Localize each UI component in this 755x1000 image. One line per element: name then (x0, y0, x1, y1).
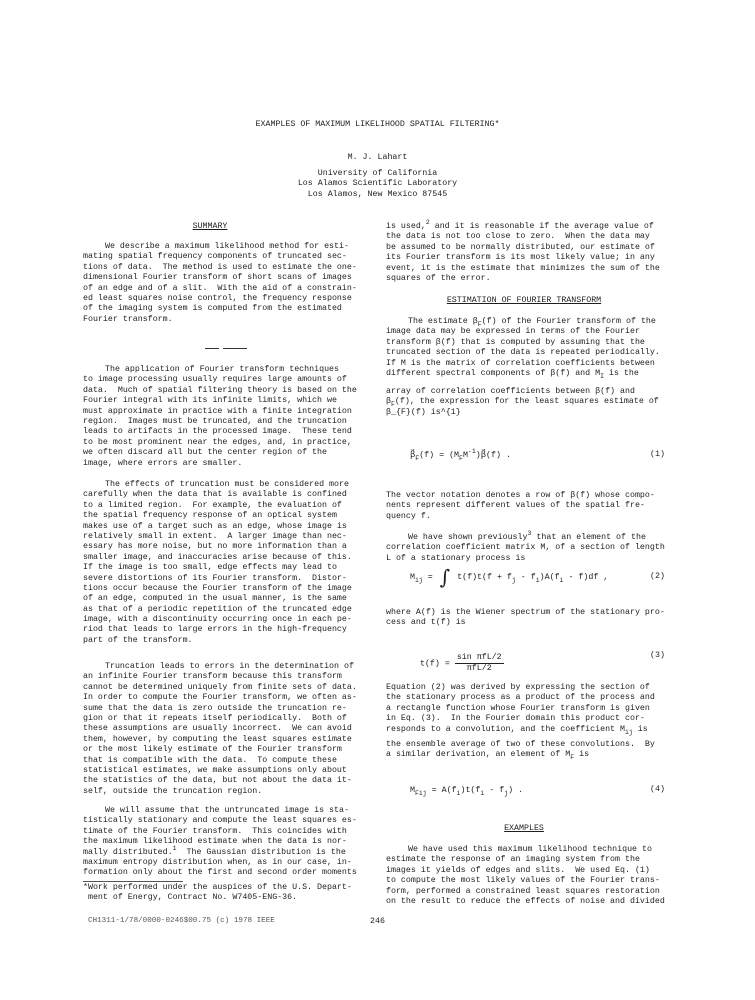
affiliation (0, 169, 755, 200)
text-line: maximum entropy distribution when, as in our case, in- (83, 857, 352, 867)
equation-3-lhs: t(f) = (419, 659, 455, 669)
text-line: makes use of a target such as an edge, whose image is (83, 521, 347, 531)
text-line: the maximum likelihood estimate when the data is nor- (83, 837, 347, 847)
text-line: statistical estimates, we make assumptions only about (83, 765, 347, 775)
estimation-paragraph (386, 317, 660, 379)
equation-4: $M_{Fij} = A(f_i)t(f_i - f_j)$ . (410, 786, 524, 797)
text-line: that is compatible with the data. To compute these (83, 755, 337, 765)
text-line: $\beta_F(f)$, the expression for the least squares estimate of (386, 397, 659, 409)
equation-3 (410, 641, 504, 674)
text-line: its Fourier transform is its most likely value; in any (386, 253, 655, 263)
text-line: We will assume that the untruncated image is sta- (105, 806, 349, 815)
text-line: ment of Energy, Contract No. W7405-ENG-36. (83, 893, 298, 903)
text-line: L of a stationary process is (386, 553, 526, 563)
paper-title: EXAMPLES OF MAXIMUM LIKELIHOOD SPATIAL FILTERING* (255, 120, 500, 129)
text-line: The vector notation denotes a row of β(f) whose compo- (386, 491, 655, 500)
text-line: a similar derivation, an element of $M_F$ is (386, 750, 590, 762)
text-line: Fourier transform. (83, 314, 173, 324)
integral-sign: ∫ (439, 565, 451, 589)
text-line: of an edge and of a slit. With the aid of a constrain- (83, 283, 357, 293)
text-line: We have shown previously$^3$ that an element of the (408, 530, 646, 542)
text-line: Equation (2) was derived by expressing the section of (386, 683, 650, 692)
text-line: the stationary process as a product of the process and (386, 693, 655, 703)
text-line: the spatial frequency response of an optical system (83, 511, 337, 521)
text-line: we often discard all but the center region of the (83, 448, 327, 458)
text-line: on the result to reduce the effects of noise and divided (386, 896, 665, 906)
text-line: mally distributed.$^1$ The Gaussian distribution is the (83, 844, 346, 857)
text-line: where A(f) is the Wiener spectrum of the stationary pro- (386, 608, 665, 617)
text-line: part of the transform. (83, 635, 193, 645)
text-line: Truncation leads to errors in the determination of (105, 662, 354, 671)
text-line: In order to compute the Fourier transform, we often as- (83, 693, 357, 703)
text-line: essary has more noise, but no more information than a (83, 542, 347, 552)
text-line: nents represent different values of the spatial fre- (386, 501, 645, 511)
truncation-errors-paragraph (83, 662, 357, 797)
text-line: must approximate in practice with a finite integration (83, 406, 352, 416)
text-line: correlation coefficient matrix M, of a section of length (386, 543, 665, 553)
text-line: to a limited region. For example, the evaluation of (83, 500, 342, 510)
text-line: gion or that it repeats itself periodically. Both of (83, 713, 347, 723)
equation-2: $M_{ij}$ = ∫ $t(f)t(f + f_j - f_i)A(f_i - f)df$ , (410, 565, 609, 589)
affiliation-line: Los Alamos, New Mexico 87545 (307, 189, 448, 199)
wiener-paragraph (386, 608, 665, 629)
text-line: estimate the response of an imaging system from the (386, 855, 640, 865)
text-line: Fourier integral with its infinite limits, which we (83, 396, 337, 406)
text-line: event, it is the estimate that minimizes the sum of the (386, 263, 660, 273)
text-line: carefully when the data that is available is confined (83, 490, 347, 500)
equation-number: (1) (650, 450, 665, 459)
text-line: tistically stationary and compute the least squares es- (83, 816, 357, 826)
text-line: form, performed a constrained least squares restoration (386, 886, 660, 896)
text-line: If the image is too small, edge effects may lead to (83, 563, 337, 573)
text-line: leads to artifacts in the processed image. These tend (83, 427, 352, 437)
summary-heading: SUMMARY (192, 222, 228, 231)
text-line: region. Images must be truncated, and the truncation (83, 416, 347, 426)
intro-paragraph (83, 365, 357, 469)
divider (223, 348, 247, 349)
text-line: them, however, by computing the least squares estimate (83, 734, 352, 744)
text-line: ed least squares noise control, the frequency response (83, 293, 352, 303)
truncation-effects-paragraph (83, 480, 352, 646)
text-line: The effects of truncation must be considered more (105, 480, 349, 489)
text-line: riod that leads to large errors in the high-frequency (83, 625, 347, 635)
text-line: the data is not too close to zero. When the data may (386, 232, 650, 242)
summary-paragraph (83, 242, 357, 325)
vector-notation-paragraph (386, 491, 655, 522)
examples-paragraph (386, 845, 665, 907)
text-line: We describe a maximum likelihood method for esti- (105, 242, 349, 251)
text-line: different spectral components of β(f) and $M_I$ is the (386, 368, 639, 380)
text-line: mating spatial frequency components of truncated sec- (83, 252, 347, 262)
text-line: of an edge, computed in the usual manner, is the same (83, 594, 347, 604)
text-line: β_{F}(f) is^{1} (386, 407, 461, 417)
text-line: an infinite Fourier transform because this transform (83, 672, 342, 682)
text-line: of the imaging system is computed from the estimated (83, 304, 342, 314)
text-line: data. Much of spatial filtering theory is based on the (83, 385, 357, 395)
text-line: or the most likely estimate of the Fourier transform (83, 745, 342, 755)
examples-heading: EXAMPLES (504, 824, 544, 833)
text-line: as that of a periodic repetition of the truncated edge (83, 604, 352, 614)
equation-1: $\beta⃗_F(f)$ = $(M_FM^{-1})\beta⃗(f)$ . (410, 448, 511, 462)
text-line: transform β(f) that is computed by assuming that the (386, 337, 645, 347)
text-line: The application of Fourier transform techniques (105, 365, 340, 374)
correlation-paragraph (386, 530, 665, 564)
equation-number: (2) (650, 572, 665, 581)
text-line: is used,$^2$ and it is reasonable if the average value of (386, 219, 654, 231)
text-line: image data may be expressed in terms of the Fourier (386, 327, 640, 337)
text-line: cannot be determined uniquely from finite sets of data. (83, 682, 357, 692)
text-line: image, where errors are smaller. (83, 458, 243, 468)
text-line: timate of the Fourier transform. This coincides with (83, 826, 347, 836)
copyright-code: CH1311-1/78/0000-0246$00.75 (c) 1978 IEEE (88, 917, 275, 925)
text-line: We have used this maximum likelihood technique to (408, 845, 652, 854)
text-line: in Eq. (3). In the Fourier domain this product cor- (386, 714, 645, 724)
text-line: tions of data. The method is used to estimate the one- (83, 262, 357, 272)
text-line: the ensemble average of two of these convolutions. By (386, 740, 655, 749)
text-line: array of correlation coefficients between β(f) and (386, 387, 635, 396)
text-line: the statistics of the data, but not about the data it- (83, 776, 352, 786)
fraction (455, 653, 504, 674)
derivation-paragraph (386, 683, 655, 735)
affiliation-line: University of California (317, 169, 438, 178)
text-line: to image processing usually requires large amounts of (83, 375, 347, 385)
text-line: truncated section of the data is repeated periodically. (386, 348, 660, 358)
derivation-paragraph-cont (386, 740, 655, 761)
text-line: images it yields of edges and slits. We used Eq. (1) (386, 865, 650, 875)
divider (205, 348, 219, 349)
affiliation-line: Los Alamos Scientific Laboratory (297, 179, 458, 189)
text-line: these assumptions are usually incorrect. We can avoid (83, 724, 352, 734)
text-line: severe distortions of its Fourier transform. Distor- (83, 573, 347, 583)
text-line: image, with a discontinuity occurring once in each pe- (83, 615, 352, 625)
text-line: The estimate $\beta_F(f)$ of the Fourier transform of the (408, 317, 656, 328)
text-line: smaller image, and inaccuracies arise because of this. (83, 552, 352, 562)
text-line: dimensional Fourier transform of short scans of images (83, 273, 352, 283)
equation-number: (3) (650, 651, 665, 660)
assumption-paragraph (83, 806, 357, 879)
continued-paragraph (386, 219, 660, 284)
estimation-paragraph-cont (386, 387, 659, 418)
text-line: formation only about the first and second order moments (83, 868, 357, 878)
text-line: quency f. (386, 511, 431, 521)
fraction-numerator: sin πfL/2 (456, 653, 502, 662)
text-line: to compute the most likely values of the Fourier trans- (386, 876, 660, 886)
text-line: squares of the error. (386, 273, 491, 283)
text-line: a rectangle function whose Fourier transform is given (386, 703, 650, 713)
fraction-denominator: πfL/2 (466, 664, 492, 673)
text-line: sume that the data is zero outside the truncation re- (83, 703, 347, 713)
author: M. J. Lahart (347, 153, 408, 162)
text-line: If M is the matrix of correlation coefficients between (386, 358, 655, 368)
text-line: *Work performed under the auspices of the U.S. Depart- (83, 883, 352, 892)
page-number: 246 (370, 917, 385, 926)
text-line: cess and t(f) is (386, 618, 466, 628)
footnote (83, 883, 352, 904)
estimation-heading: ESTIMATION OF FOURIER TRANSFORM (446, 296, 602, 305)
footnote-rule (83, 881, 183, 882)
text-line: tions occur because the Fourier transform of the image (83, 583, 352, 593)
text-line: be assumed to be normally distributed, our estimate of (386, 242, 655, 252)
text-line: self, outside the truncation region. (83, 786, 263, 796)
text-line: relatively small in extent. A larger image than nec- (83, 531, 347, 541)
equation-number: (4) (650, 785, 665, 794)
text-line: responds to a convolution, and the coefficient $M_{ij}$ is (386, 724, 648, 736)
text-line: to be most prominent near the edges, and, in practice, (83, 437, 352, 447)
